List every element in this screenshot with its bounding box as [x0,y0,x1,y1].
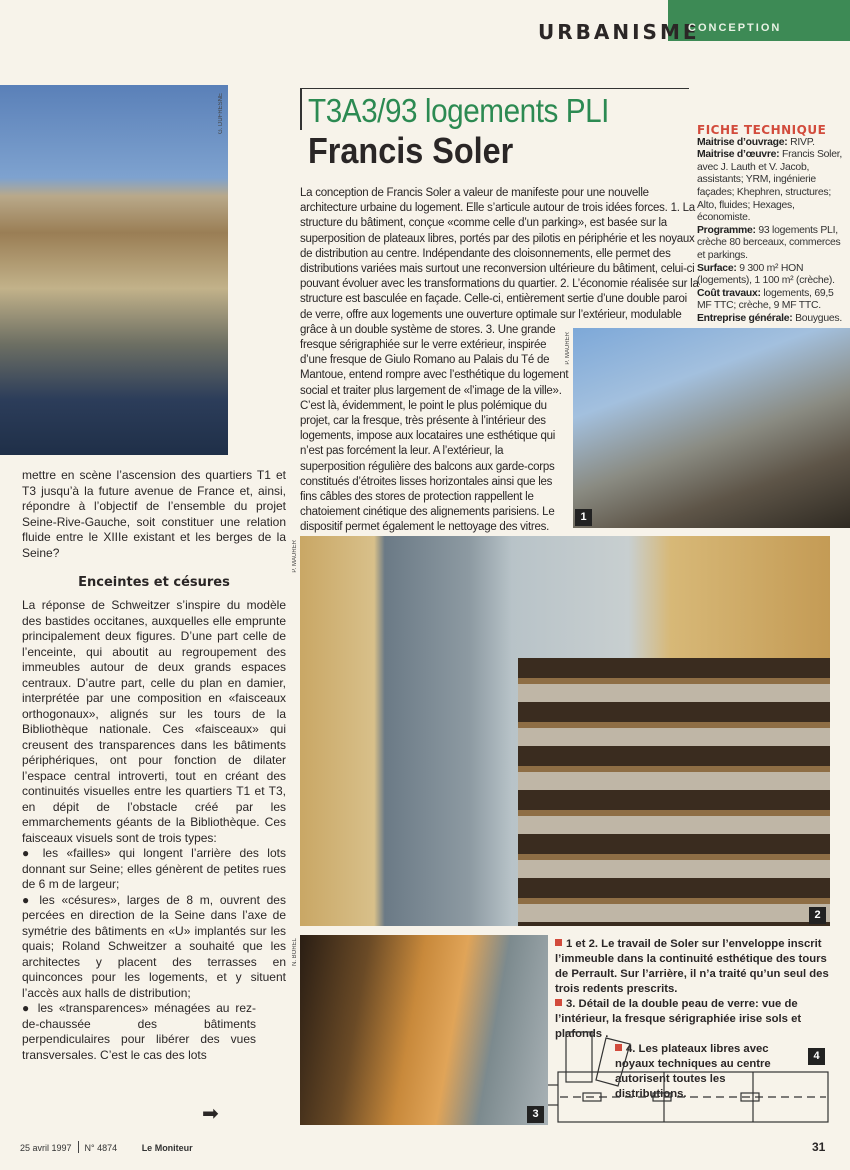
photo-bridge [0,85,228,455]
caption: 3. Détail de la double peau de verre: vue de l’intérieur, la fresque sérigraphiée irise sols et plafonds . [555,998,802,1040]
intro-text: La conception de Francis Soler a valeur de manifeste pour une nouvelle architecture urbaine du logement. Elle s’articule autour de trois idées forces. 1. La structure du bâtiment, conçue «comme celle d’un parking», est basée sur la superposition de plateaux libres, portés par des pilotis en périphérie et les noyaux de distribution au centre. Indépendante des cloisonnements, elle permet des distributions variées mais surtout une reconversion ultérieure du bâtiment, celui-ci pouvant évoluer avec les transformations du quartier. 2. L’économie réalisée sur la structure est basculée en façade. Celle-ci, entièrement sertie d’une double paroi de verre, offre aux logements une ouverture optimale sur l’extérieur, modulable grâce à un double système de stores. 3. Une grande fresque sérigraphiée sur le verre extérieur, inspirée d’une fresque de Giulo Romano au Palais du Té de Mantoue, entend rompre avec l’esthétique du logement social et traiter plus largement de «l’image de la ville». C’est là, évidemment, le point le plus polémique du projet, car la fresque, très présente à l’intérieur des logements, impose aux locataires une esthétique qui n’est pas forcément la leur. A l’extérieur, la superposition régulière des balcons aux garde-corps constitués d’étroites lisses horizontales ainsi que les fins câbles des stores de protection rappellent le chatoiement cinétique des alignements parisiens. Le dispositif permet également le nettoyage des vitres. [300,187,699,534]
photo-credit: G. DUFRESNE [218,93,224,135]
photo-2-building [518,658,830,926]
page-number: 31 [812,1140,826,1154]
fiche-item: Surface: 9 300 m² HON (logements), 1 100 m² (crèche). [697,262,835,287]
subheading: Enceintes et césures [78,575,230,590]
article-title: T3A3/93 logements PLI [308,92,609,129]
fiche-item: Entreprise générale: Bouygues. [697,312,842,324]
caption: 4. Les plateaux libres avec noyaux techniques au centre autorisent toutes les distributions. [615,1043,771,1100]
fiche-item: Maitrise d’ouvrage: RIVP. [697,136,815,148]
section-label: CONCEPTION [688,22,782,34]
left-column [22,468,286,1063]
arrow-right-icon: ➡ [202,1103,219,1125]
title-bar [300,88,302,130]
paragraph: La réponse de Schweitzer s’inspire du modèle des bastides occitanes, auxquelles elle emprunte principalement deux figures. D’une part celle de l’enceinte, qui aboutit au regroupement des immeubles autour de deux grands espaces centraux. D’autre part, celle du plan en damier, interprétée par une composition en «faisceaux orthogonaux», alignés sur les tours de la Bibliothèque nationale. Ces «faisceaux» qui creusent des transparences dans les bâtiments périphériques, ont pour fonction de dilater l’espace central introverti, tout en créant des continuités visuelles entre les quartiers T1 et T3, en dépit de l’obstacle créé par les emmarchements géants de la Bibliothèque. Ces faisceaux visuels sont de trois types: [22,598,286,845]
photo-number: 1 [575,509,592,526]
plan-number: 4 [808,1048,825,1065]
photo-credit: P. MAURER [292,540,298,573]
fiche-item: Coût travaux: logements, 69,5 MF TTC; crèche, 9 MF TTC. [697,287,834,312]
footer: 25 avril 1997 N° 4874 Le Moniteur [20,1143,193,1153]
photo-number: 3 [527,1106,544,1123]
fiche-item: Maitrise d’œuvre: Francis Soler, avec J. Lauth et V. Jacob, assistants; YRM, ingénierie façades; Khephren, structures; Alto, fluides; Hexages, économiste. [697,149,843,224]
photo-credit: N. BOREL [292,938,298,967]
article-architect: Francis Soler [308,130,514,171]
fiche-heading: FICHE TECHNIQUE [697,123,827,137]
floor-plan [548,1030,833,1127]
photo-3-interior [300,935,548,1125]
fiche-item: Programme: 93 logements PLI, crèche 80 berceaux, commerces et parkings. [697,224,841,261]
rubric-label: URBANISME [538,20,700,44]
fiche-technique [697,124,850,326]
title-rule [300,88,689,89]
bullet-item: ● les «failles» qui longent l’arrière des lots donnant sur Seine; elles génèrent de petites rues de 6 m de largeur; [22,846,286,891]
paragraph: mettre en scène l’ascension des quartiers T1 et T3 jusqu’à la future avenue de France et, ainsi, répondre à l’objectif de l’ensemble du projet Seine-Rive-Gauche, soit constituer une relation fluide entre le XIIIe existant et les berges de la Seine? [22,468,286,560]
caption: 1 et 2. Le travail de Soler sur l’enveloppe inscrit l’immeuble dans la continuité esthétique des tours de Perrault. Sur l’arrière, il n’a traité qu’un seul des trois redents prescrits. [555,938,829,995]
bullet-item: ● les «transparences» ménagées au rez-de-chaussée des bâtiments perpendiculaires pour libérer des vues transversales. C’est le cas des lots [22,1001,256,1062]
bullet-item: ● les «césures», larges de 8 m, ouvrent des percées en direction de la Seine dans l’axe de symétrie des bâtiments en «U» implantés sur les quais; Roland Schweitzer a souhaité que les architectes y placent des terrasses en quinconces pour les logements, et y situent l’accès aux halls de distribution; [22,892,286,1000]
photo-number: 2 [809,907,826,924]
photo-credit: P. MAURER [565,332,571,365]
